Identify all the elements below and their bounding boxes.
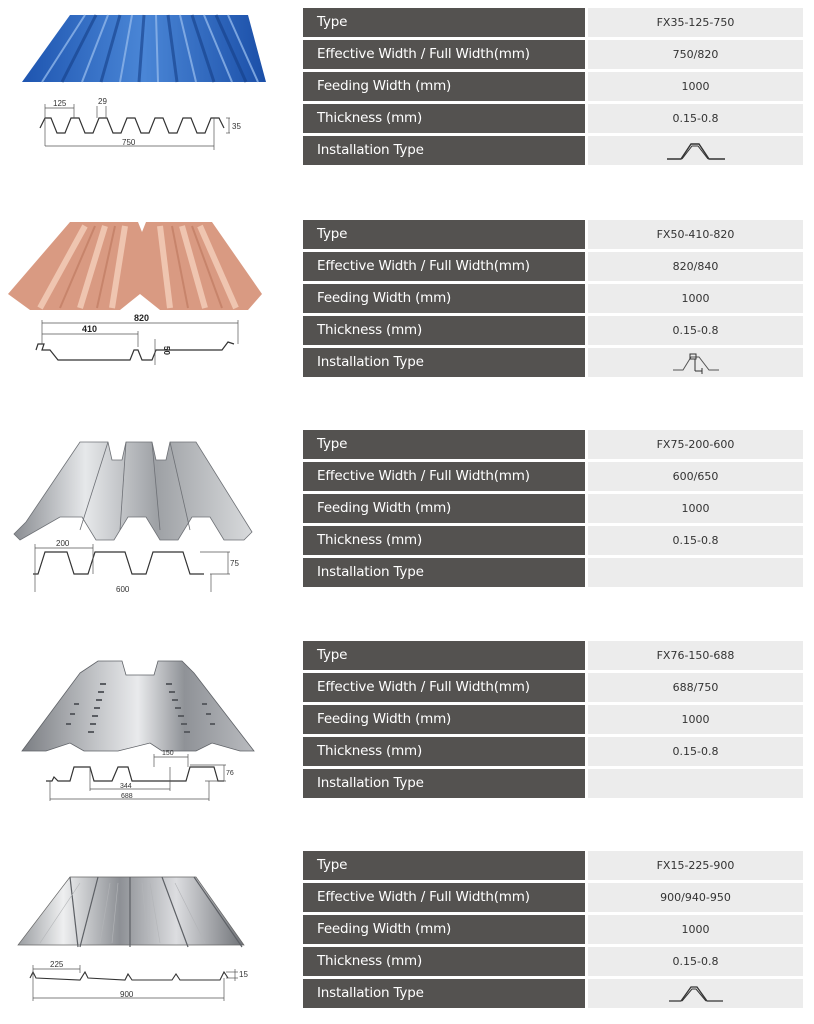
- spec-value-type: FX76-150-688: [588, 641, 803, 670]
- svg-text:344: 344: [120, 783, 132, 790]
- spec-row-feeding: [303, 284, 803, 313]
- spec-row-feeding: [303, 494, 803, 523]
- silver-floor-deck-illustration: [0, 422, 300, 592]
- product-fx35: [0, 0, 814, 170]
- spec-label: Installation Type: [303, 136, 585, 165]
- svg-text:50: 50: [162, 346, 171, 355]
- trapezoid-profile-icon: [665, 140, 727, 162]
- spec-label: Type: [303, 851, 585, 880]
- spec-label: Installation Type: [303, 558, 585, 587]
- spec-value-feeding: 1000: [588, 72, 803, 101]
- spec-row-feeding: [303, 915, 803, 944]
- svg-text:150: 150: [162, 750, 174, 757]
- spec-row-installation: [303, 769, 803, 798]
- spec-row-feeding: [303, 72, 803, 101]
- spec-row-width: [303, 252, 803, 281]
- svg-text:600: 600: [116, 585, 130, 592]
- spec-value-thickness: 0.15-0.8: [588, 526, 803, 555]
- trapezoid-profile-icon: [667, 983, 725, 1005]
- spec-value-thickness: 0.15-0.8: [588, 316, 803, 345]
- spec-row-installation: [303, 348, 803, 377]
- spec-label: Effective Width / Full Width(mm): [303, 252, 585, 281]
- spec-row-type: [303, 430, 803, 459]
- spec-value-type: FX75-200-600: [588, 430, 803, 459]
- spec-row-thickness: [303, 316, 803, 345]
- spec-table: [303, 851, 803, 1011]
- spec-value-installation: [588, 136, 803, 165]
- spec-value-installation: [588, 348, 803, 377]
- spec-label: Effective Width / Full Width(mm): [303, 462, 585, 491]
- silver-trapezoidal-sheet-illustration: [0, 843, 300, 1013]
- spec-label: Feeding Width (mm): [303, 705, 585, 734]
- spec-value-type: FX35-125-750: [588, 8, 803, 37]
- svg-text:750: 750: [122, 138, 136, 147]
- spec-row-type: [303, 8, 803, 37]
- spec-value-width: 750/820: [588, 40, 803, 69]
- silver-perforated-deck-illustration: [0, 633, 300, 803]
- svg-text:29: 29: [98, 97, 107, 106]
- spec-value-width: 820/840: [588, 252, 803, 281]
- spec-row-width: [303, 673, 803, 702]
- svg-text:820: 820: [134, 313, 150, 323]
- spec-value-feeding: 1000: [588, 915, 803, 944]
- spec-row-type: [303, 220, 803, 249]
- spec-row-type: [303, 851, 803, 880]
- svg-text:125: 125: [53, 99, 67, 108]
- spec-value-thickness: 0.15-0.8: [588, 737, 803, 766]
- spec-label: Installation Type: [303, 979, 585, 1008]
- spec-label: Installation Type: [303, 769, 585, 798]
- spec-label: Thickness (mm): [303, 737, 585, 766]
- spec-label: Feeding Width (mm): [303, 915, 585, 944]
- spec-label: Installation Type: [303, 348, 585, 377]
- spec-table: [303, 430, 803, 590]
- spec-value-type: FX15-225-900: [588, 851, 803, 880]
- svg-text:900: 900: [120, 990, 134, 999]
- spec-value-type: FX50-410-820: [588, 220, 803, 249]
- spec-row-thickness: [303, 104, 803, 133]
- spec-label: Type: [303, 430, 585, 459]
- spec-label: Feeding Width (mm): [303, 72, 585, 101]
- spec-value-width: 688/750: [588, 673, 803, 702]
- spec-row-width: [303, 883, 803, 912]
- spec-row-feeding: [303, 705, 803, 734]
- product-fx76: [0, 633, 814, 803]
- svg-text:35: 35: [232, 122, 241, 131]
- svg-text:688: 688: [121, 793, 133, 800]
- copper-standing-seam-sheet-illustration: [0, 212, 300, 382]
- spec-row-width: [303, 462, 803, 491]
- spec-label: Type: [303, 220, 585, 249]
- spec-row-thickness: [303, 526, 803, 555]
- spec-table: [303, 8, 803, 168]
- spec-label: Feeding Width (mm): [303, 494, 585, 523]
- spec-value-installation: [588, 979, 803, 1008]
- svg-text:75: 75: [230, 559, 239, 568]
- spec-value-thickness: 0.15-0.8: [588, 947, 803, 976]
- spec-value-installation: [588, 769, 803, 798]
- spec-value-width: 600/650: [588, 462, 803, 491]
- spec-row-type: [303, 641, 803, 670]
- blue-corrugated-sheet-illustration: [0, 0, 300, 170]
- spec-label: Effective Width / Full Width(mm): [303, 40, 585, 69]
- spec-value-installation: [588, 558, 803, 587]
- clip-profile-icon: [671, 351, 721, 375]
- spec-label: Thickness (mm): [303, 526, 585, 555]
- spec-row-installation: [303, 979, 803, 1008]
- spec-table: [303, 641, 803, 801]
- spec-label: Type: [303, 641, 585, 670]
- svg-text:76: 76: [226, 770, 234, 777]
- product-fx75: [0, 422, 814, 592]
- spec-row-width: [303, 40, 803, 69]
- spec-row-installation: [303, 558, 803, 587]
- spec-row-installation: [303, 136, 803, 165]
- spec-value-width: 900/940-950: [588, 883, 803, 912]
- product-fx15: [0, 843, 814, 1013]
- spec-table: [303, 220, 803, 380]
- spec-label: Effective Width / Full Width(mm): [303, 673, 585, 702]
- spec-value-feeding: 1000: [588, 705, 803, 734]
- spec-label: Thickness (mm): [303, 316, 585, 345]
- spec-value-feeding: 1000: [588, 494, 803, 523]
- spec-label: Thickness (mm): [303, 947, 585, 976]
- svg-text:15: 15: [239, 970, 248, 979]
- svg-text:225: 225: [50, 960, 64, 969]
- svg-text:410: 410: [82, 324, 98, 334]
- spec-label: Feeding Width (mm): [303, 284, 585, 313]
- spec-label: Type: [303, 8, 585, 37]
- product-fx50: [0, 212, 814, 382]
- spec-value-thickness: 0.15-0.8: [588, 104, 803, 133]
- spec-row-thickness: [303, 737, 803, 766]
- spec-label: Thickness (mm): [303, 104, 585, 133]
- spec-value-feeding: 1000: [588, 284, 803, 313]
- spec-row-thickness: [303, 947, 803, 976]
- svg-text:200: 200: [56, 539, 70, 548]
- spec-label: Effective Width / Full Width(mm): [303, 883, 585, 912]
